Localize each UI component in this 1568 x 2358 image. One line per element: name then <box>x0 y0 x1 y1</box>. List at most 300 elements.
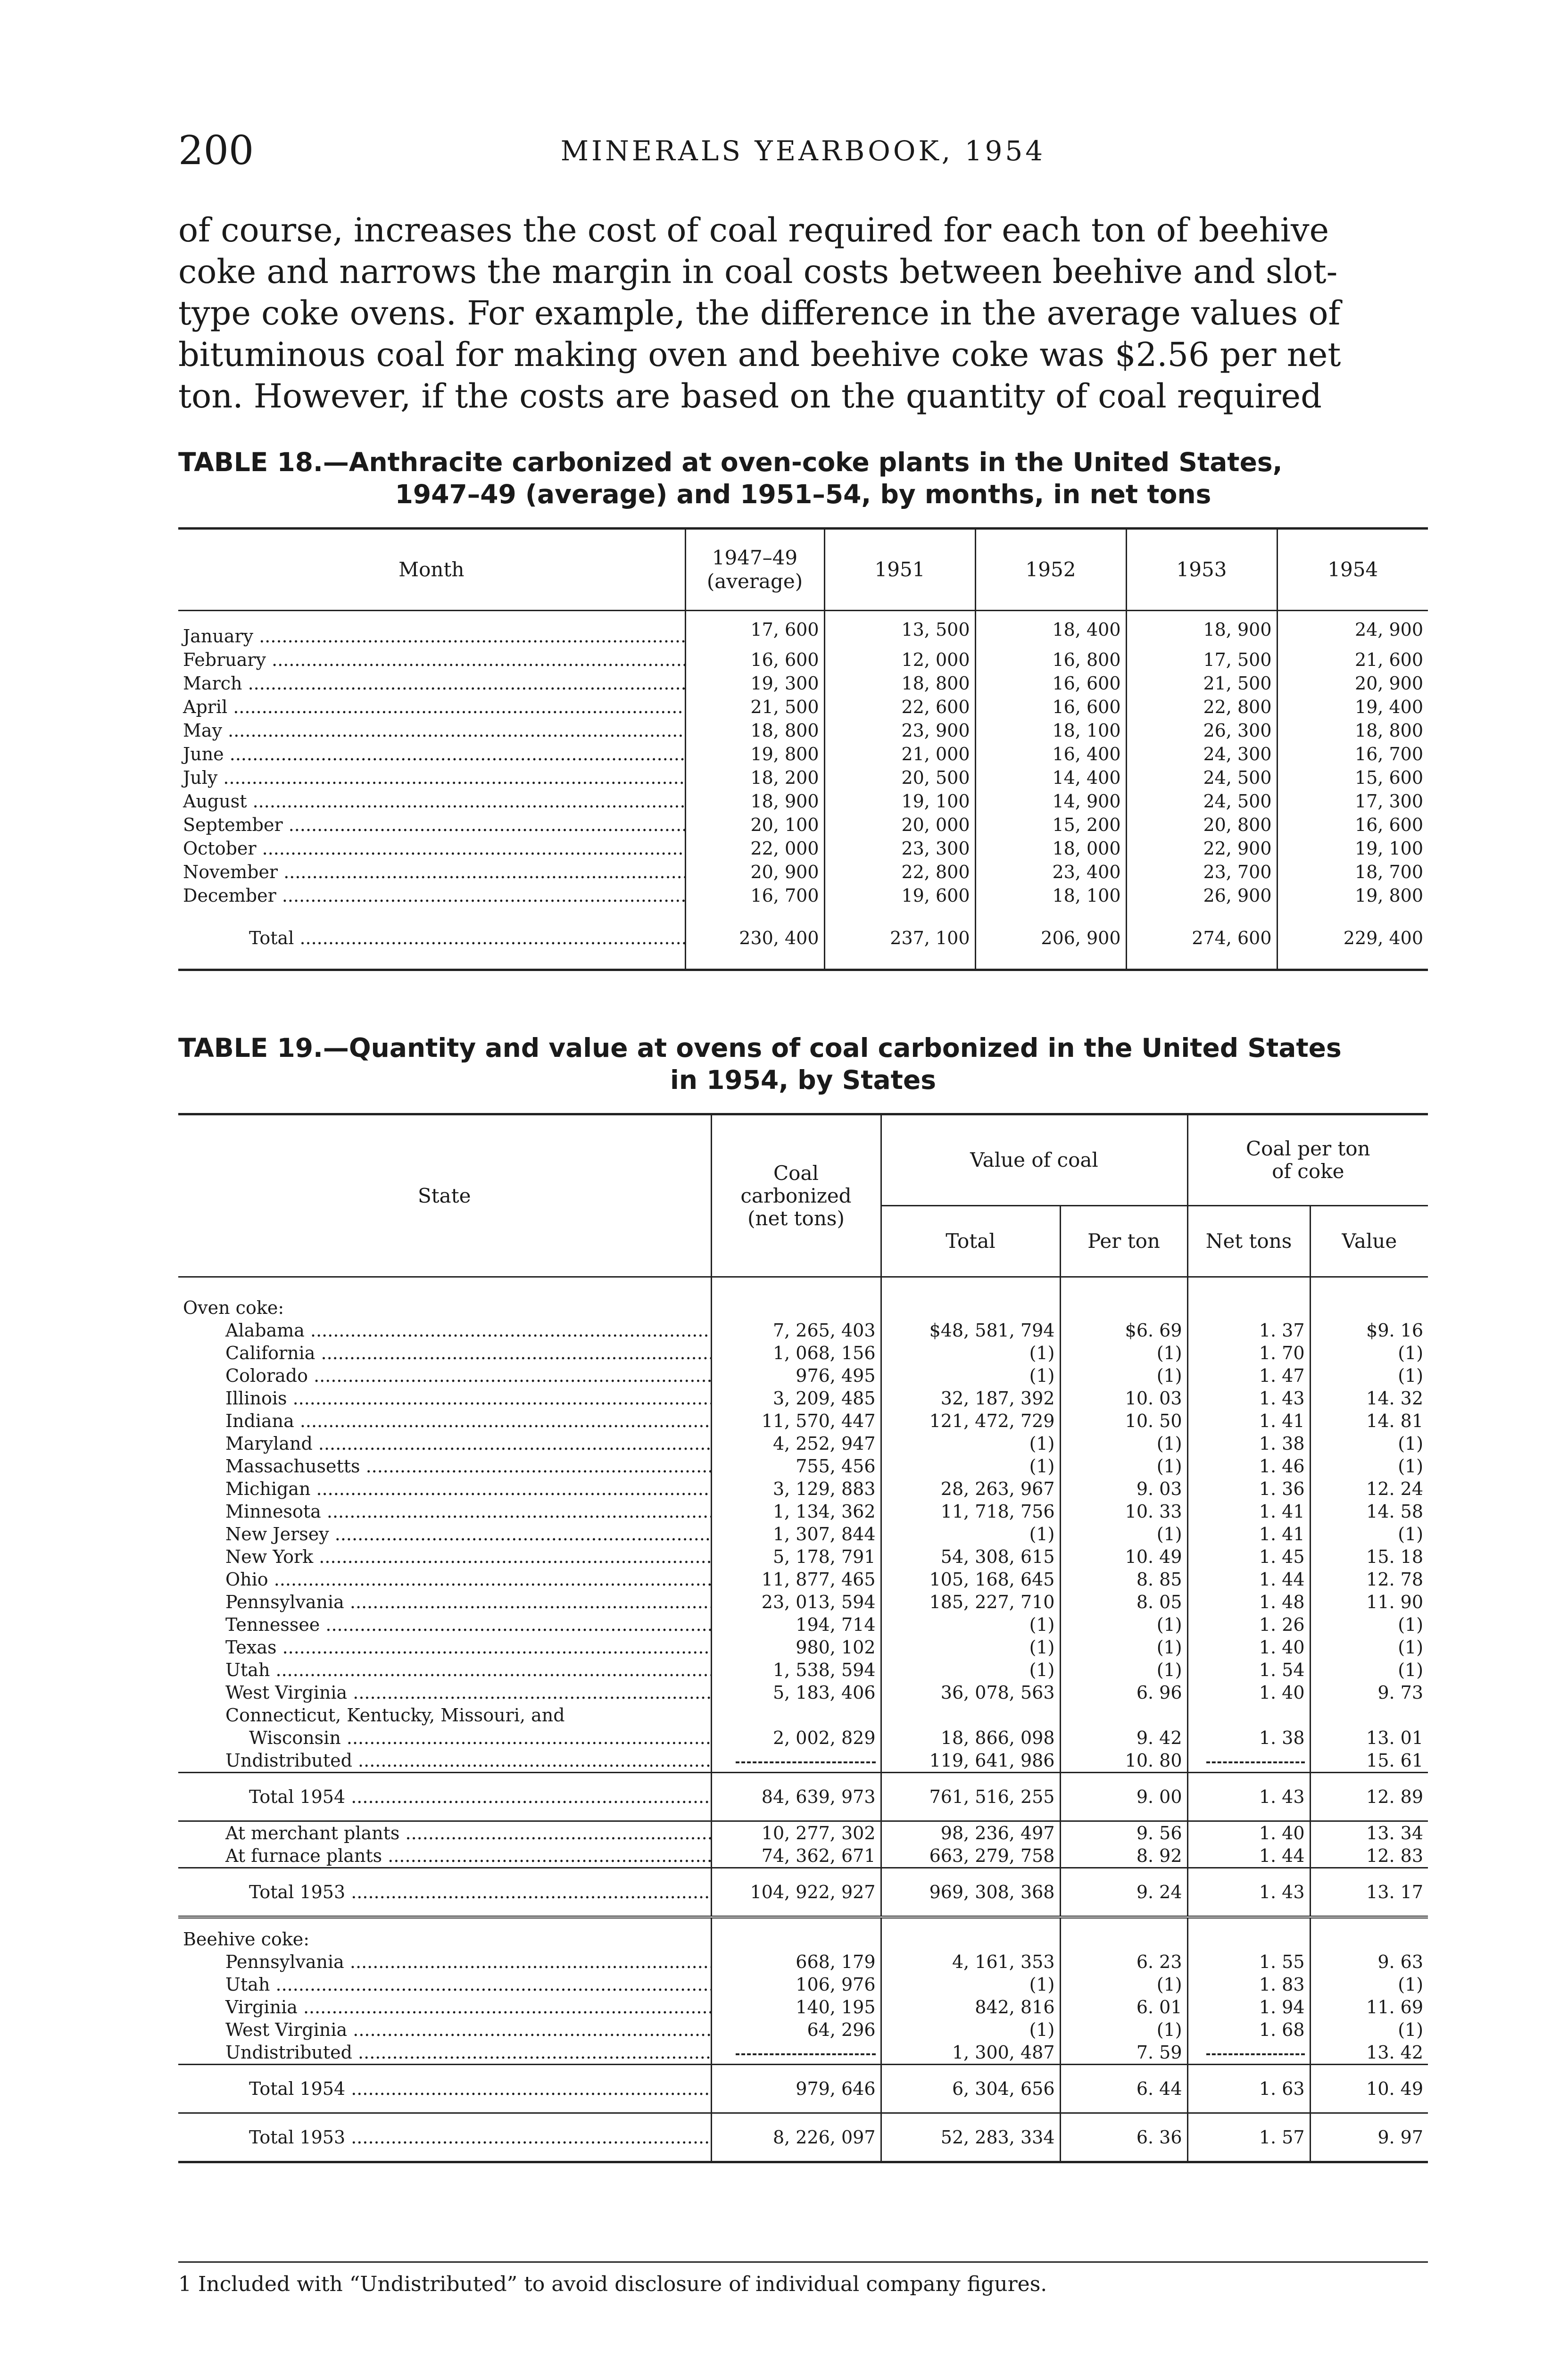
net-tons-cell: 1. 36 <box>1187 1478 1310 1500</box>
total-cell: 237, 100 <box>824 907 975 970</box>
table-row <box>178 860 1428 884</box>
state-cell: Michigan ..... <box>178 1478 711 1500</box>
oven-coke-label-text: Oven coke: <box>183 1297 284 1318</box>
per-ton-cell: 9. 00 <box>1060 1773 1187 1821</box>
table-row <box>178 742 1428 766</box>
month-cell: January ..... <box>178 611 685 648</box>
net-tons-cell: 1. 55 <box>1187 1951 1310 1973</box>
table-row <box>178 2018 1428 2041</box>
table-row <box>178 1996 1428 2018</box>
table-row <box>178 1591 1428 1613</box>
col-1947-49-top: 1947–49 <box>712 546 798 569</box>
col-coal-carbonized-l3: (net tons) <box>747 1206 845 1230</box>
value-cell: (1) <box>1310 1364 1428 1387</box>
value-cell: 11. 69 <box>1310 1996 1428 2018</box>
total-value-cell: (1) <box>881 1659 1060 1681</box>
value-cell: 21, 000 <box>824 742 975 766</box>
furnace-row <box>178 1844 1428 1868</box>
beehive-total-1954-row <box>178 2065 1428 2113</box>
col-1954: 1954 <box>1277 529 1428 611</box>
col-month: Month <box>178 529 685 611</box>
month-cell: November ..... <box>178 860 685 884</box>
total-value-cell: 4, 161, 353 <box>881 1951 1060 1973</box>
value-cell: 19, 400 <box>1277 695 1428 719</box>
net-tons-cell: 1. 43 <box>1187 1773 1310 1821</box>
intro-line: type coke ovens. For example, the difference in the average values of <box>178 294 1341 332</box>
month-cell: August ..... <box>178 789 685 813</box>
table18-header-row <box>178 529 1428 611</box>
total-value-cell: 663, 279, 758 <box>881 1844 1060 1868</box>
value-cell: 9. 63 <box>1310 1951 1428 1973</box>
net-tons-cell <box>1187 2041 1310 2065</box>
per-ton-cell: 8. 92 <box>1060 1844 1187 1868</box>
per-ton-cell: 9. 42 <box>1060 1727 1187 1749</box>
value-cell: 18, 800 <box>685 719 824 742</box>
value-cell: 16, 700 <box>685 884 824 907</box>
value-cell: 21, 600 <box>1277 648 1428 672</box>
net-tons-cell: 1. 57 <box>1187 2113 1310 2162</box>
state-cell: Total 1953 ..... <box>178 2113 711 2162</box>
value-cell: 14. 32 <box>1310 1387 1428 1410</box>
table-row <box>178 672 1428 695</box>
value-cell: 18, 700 <box>1277 860 1428 884</box>
value-cell: 12. 24 <box>1310 1478 1428 1500</box>
value-cell: 14, 400 <box>975 766 1126 789</box>
net-tons-cell: 1. 70 <box>1187 1342 1310 1364</box>
table-row <box>178 1364 1428 1387</box>
table19-body <box>178 1277 1428 2162</box>
value-cell: (1) <box>1310 1636 1428 1659</box>
total-value-cell: 18, 866, 098 <box>881 1727 1060 1749</box>
net-tons-cell: 1. 44 <box>1187 1568 1310 1591</box>
per-ton-cell: (1) <box>1060 1636 1187 1659</box>
value-cell: 22, 900 <box>1126 837 1277 860</box>
carbonized-cell: 11, 570, 447 <box>711 1410 881 1432</box>
value-cell: 20, 500 <box>824 766 975 789</box>
total-value-cell: 54, 308, 615 <box>881 1545 1060 1568</box>
total-value-cell: 6, 304, 656 <box>881 2065 1060 2113</box>
table-row <box>178 1319 1428 1342</box>
net-tons-cell: 1. 83 <box>1187 1973 1310 1996</box>
table-row <box>178 766 1428 789</box>
per-ton-cell: $6. 69 <box>1060 1319 1187 1342</box>
beehive-total-1953-row <box>178 2113 1428 2162</box>
carbonized-cell: 1, 307, 844 <box>711 1523 881 1545</box>
value-cell: 22, 000 <box>685 837 824 860</box>
beehive-label: Beehive coke: <box>178 1917 711 1951</box>
per-ton-cell: 7. 59 <box>1060 2041 1187 2065</box>
per-ton-cell: (1) <box>1060 2018 1187 2041</box>
table18-caption-line1: TABLE 18.—Anthracite carbonized at oven-coke plants in the United States, <box>178 447 1283 477</box>
net-tons-cell: 1. 38 <box>1187 1727 1310 1749</box>
value-cell: 9. 73 <box>1310 1681 1428 1704</box>
value-cell: 26, 300 <box>1126 719 1277 742</box>
per-ton-cell: 10. 03 <box>1060 1387 1187 1410</box>
value-cell: 17, 600 <box>685 611 824 648</box>
value-cell: 12. 78 <box>1310 1568 1428 1591</box>
table-row <box>178 648 1428 672</box>
net-tons-cell: 1. 26 <box>1187 1613 1310 1636</box>
value-cell: 15, 600 <box>1277 766 1428 789</box>
per-ton-cell: (1) <box>1060 1613 1187 1636</box>
carbonized-cell: 23, 013, 594 <box>711 1591 881 1613</box>
month-cell: March ..... <box>178 672 685 695</box>
total-value-cell: (1) <box>881 1342 1060 1364</box>
value-cell: 17, 500 <box>1126 648 1277 672</box>
per-ton-cell: 10. 49 <box>1060 1545 1187 1568</box>
value-cell: 19, 300 <box>685 672 824 695</box>
value-cell: 26, 900 <box>1126 884 1277 907</box>
value-cell: 16, 400 <box>975 742 1126 766</box>
state-cell: Virginia ..... <box>178 1996 711 2018</box>
value-cell: $9. 16 <box>1310 1319 1428 1342</box>
net-tons-cell: 1. 40 <box>1187 1636 1310 1659</box>
month-cell: October ..... <box>178 837 685 860</box>
value-cell: 18, 400 <box>975 611 1126 648</box>
carbonized-cell: 2, 002, 829 <box>711 1727 881 1749</box>
carbonized-cell: 1, 134, 362 <box>711 1500 881 1523</box>
table18-caption-line2: 1947–49 (average) and 1951–54, by months, in net tons <box>395 479 1211 509</box>
oven-total-1954-row <box>178 1773 1428 1821</box>
net-tons-cell: 1. 40 <box>1187 1821 1310 1845</box>
ckmw-label-row <box>178 1704 1428 1727</box>
table-row <box>178 1681 1428 1704</box>
table18-body <box>178 611 1428 970</box>
value-cell: (1) <box>1310 1659 1428 1681</box>
value-cell: 16, 600 <box>975 672 1126 695</box>
net-tons-cell: 1. 41 <box>1187 1523 1310 1545</box>
total-value-cell: (1) <box>881 1364 1060 1387</box>
value-cell: 20, 900 <box>685 860 824 884</box>
state-cell: Utah ..... <box>178 1659 711 1681</box>
intro-line: coke and narrows the margin in coal costs between beehive and slot- <box>178 252 1338 291</box>
net-tons-cell: 1. 38 <box>1187 1432 1310 1455</box>
oven-coke-label <box>178 1277 1428 1320</box>
total-value-cell: (1) <box>881 1432 1060 1455</box>
table-row <box>178 1636 1428 1659</box>
state-cell: Undistributed ..... <box>178 2041 711 2065</box>
table-row <box>178 1568 1428 1591</box>
month-cell: September ..... <box>178 813 685 837</box>
value-cell: 18, 100 <box>975 884 1126 907</box>
dash-placeholder <box>736 1761 876 1763</box>
total-value-cell: (1) <box>881 1613 1060 1636</box>
value-cell: 22, 600 <box>824 695 975 719</box>
per-ton-cell: 10. 50 <box>1060 1410 1187 1432</box>
value-cell: 12, 000 <box>824 648 975 672</box>
col-coal-carbonized-l1: Coal <box>773 1161 819 1185</box>
per-ton-cell: 9. 56 <box>1060 1821 1187 1845</box>
per-ton-cell: 10. 80 <box>1060 1749 1187 1773</box>
table-row <box>178 719 1428 742</box>
carbonized-cell: 140, 195 <box>711 1996 881 2018</box>
value-cell: 13. 17 <box>1310 1868 1428 1918</box>
value-cell: 18, 100 <box>975 719 1126 742</box>
footnote-text: 1 Included with “Undistributed” to avoid disclosure of individual company figures. <box>178 2272 1047 2296</box>
carbonized-cell: 11, 877, 465 <box>711 1568 881 1591</box>
table-row <box>178 884 1428 907</box>
running-header <box>178 127 1428 179</box>
total-value-cell: 32, 187, 392 <box>881 1387 1060 1410</box>
per-ton-cell: 8. 85 <box>1060 1568 1187 1591</box>
net-tons-cell <box>1187 1749 1310 1773</box>
net-tons-cell: 1. 94 <box>1187 1996 1310 2018</box>
total-value-cell: 185, 227, 710 <box>881 1591 1060 1613</box>
state-cell: Wisconsin ..... <box>178 1727 711 1749</box>
state-cell: New York ..... <box>178 1545 711 1568</box>
dash-placeholder <box>1206 2053 1305 2055</box>
value-cell: 15. 18 <box>1310 1545 1428 1568</box>
carbonized-cell: 755, 456 <box>711 1455 881 1478</box>
total-value-cell: 11, 718, 756 <box>881 1500 1060 1523</box>
state-cell: New Jersey ..... <box>178 1523 711 1545</box>
per-ton-cell: (1) <box>1060 1973 1187 1996</box>
value-cell: 16, 800 <box>975 648 1126 672</box>
value-cell: 24, 300 <box>1126 742 1277 766</box>
state-cell: Illinois ..... <box>178 1387 711 1410</box>
table-row <box>178 1659 1428 1681</box>
per-ton-cell: 6. 23 <box>1060 1951 1187 1973</box>
table-row <box>178 1545 1428 1568</box>
carbonized-cell: 64, 296 <box>711 2018 881 2041</box>
table-row <box>178 1342 1428 1364</box>
carbonized-cell: 3, 209, 485 <box>711 1387 881 1410</box>
state-cell: Pennsylvania ..... <box>178 1591 711 1613</box>
carbonized-cell: 8, 226, 097 <box>711 2113 881 2162</box>
value-cell: 21, 500 <box>685 695 824 719</box>
state-cell: West Virginia ..... <box>178 1681 711 1704</box>
per-ton-cell: (1) <box>1060 1523 1187 1545</box>
total-value-cell: 842, 816 <box>881 1996 1060 2018</box>
ckmw-row <box>178 1727 1428 1749</box>
carbonized-cell: 1, 538, 594 <box>711 1659 881 1681</box>
month-cell: December ..... <box>178 884 685 907</box>
value-cell: 12. 89 <box>1310 1773 1428 1821</box>
value-cell: 18, 900 <box>1126 611 1277 648</box>
value-cell: (1) <box>1310 1613 1428 1636</box>
total-value-cell: (1) <box>881 1455 1060 1478</box>
col-value: Value <box>1310 1206 1428 1277</box>
value-cell: 16, 600 <box>685 648 824 672</box>
table18 <box>178 527 1428 971</box>
state-cell: Tennessee ..... <box>178 1613 711 1636</box>
value-cell: 19, 800 <box>1277 884 1428 907</box>
intro-line: bituminous coal for making oven and beehive coke was $2.56 per net <box>178 335 1341 374</box>
value-cell: (1) <box>1310 2018 1428 2041</box>
net-tons-cell: 1. 44 <box>1187 1844 1310 1868</box>
net-tons-cell: 1. 41 <box>1187 1410 1310 1432</box>
per-ton-cell: (1) <box>1060 1659 1187 1681</box>
value-cell: 19, 800 <box>685 742 824 766</box>
total-value-cell: 1, 300, 487 <box>881 2041 1060 2065</box>
value-cell: 23, 900 <box>824 719 975 742</box>
table-row <box>178 1387 1428 1410</box>
per-ton-cell: 10. 33 <box>1060 1500 1187 1523</box>
value-cell: 13, 500 <box>824 611 975 648</box>
value-cell: 19, 600 <box>824 884 975 907</box>
value-cell: 22, 800 <box>1126 695 1277 719</box>
carbonized-cell: 194, 714 <box>711 1613 881 1636</box>
net-tons-cell: 1. 68 <box>1187 2018 1310 2041</box>
col-coal-carbonized-l2: carbonized <box>740 1184 852 1207</box>
total-value-cell: 761, 516, 255 <box>881 1773 1060 1821</box>
value-cell: 22, 800 <box>824 860 975 884</box>
intro-line: ton. However, if the costs are based on the quantity of coal required <box>178 377 1322 415</box>
value-cell: 18, 200 <box>685 766 824 789</box>
month-cell: June ..... <box>178 742 685 766</box>
value-cell: 19, 100 <box>824 789 975 813</box>
value-cell: 16, 600 <box>975 695 1126 719</box>
table-row <box>178 1951 1428 1973</box>
ckmw-label: Connecticut, Kentucky, Missouri, and <box>225 1705 565 1726</box>
carbonized-cell: 5, 178, 791 <box>711 1545 881 1568</box>
per-ton-cell: 6. 44 <box>1060 2065 1187 2113</box>
total-value-cell: (1) <box>881 1636 1060 1659</box>
carbonized-cell: 3, 129, 883 <box>711 1478 881 1500</box>
carbonized-cell: 104, 922, 927 <box>711 1868 881 1918</box>
state-cell: Undistributed ..... <box>178 1749 711 1773</box>
col-total: Total <box>881 1206 1060 1277</box>
value-cell: (1) <box>1310 1973 1428 1996</box>
net-tons-cell: 1. 48 <box>1187 1591 1310 1613</box>
col-1952: 1952 <box>975 529 1126 611</box>
col-per-ton: Per ton <box>1060 1206 1187 1277</box>
beehive-label-row <box>178 1917 1428 1951</box>
state-cell: At furnace plants ..... <box>178 1844 711 1868</box>
value-cell: 19, 100 <box>1277 837 1428 860</box>
total-value-cell: 36, 078, 563 <box>881 1681 1060 1704</box>
state-cell: Colorado ..... <box>178 1364 711 1387</box>
table-row <box>178 611 1428 648</box>
table19-header-row1 <box>178 1114 1428 1206</box>
value-cell: 18, 800 <box>824 672 975 695</box>
state-cell: West Virginia ..... <box>178 2018 711 2041</box>
total-value-cell: 28, 263, 967 <box>881 1478 1060 1500</box>
col-coal-per-ton-l2: of coke <box>1272 1160 1344 1183</box>
col-value-of-coal: Value of coal <box>881 1114 1187 1206</box>
total-value-cell: 105, 168, 645 <box>881 1568 1060 1591</box>
value-cell: 24, 500 <box>1126 789 1277 813</box>
col-coal-per-ton-l1: Coal per ton <box>1245 1137 1370 1160</box>
table-row <box>178 695 1428 719</box>
carbonized-cell: 106, 976 <box>711 1973 881 1996</box>
table-row <box>178 1455 1428 1478</box>
table-row <box>178 1478 1428 1500</box>
carbonized-cell: 74, 362, 671 <box>711 1844 881 1868</box>
state-cell: Ohio ..... <box>178 1568 711 1591</box>
value-cell: 14. 58 <box>1310 1500 1428 1523</box>
total-value-cell: (1) <box>881 1973 1060 1996</box>
value-cell: 13. 42 <box>1310 2041 1428 2065</box>
net-tons-cell: 1. 47 <box>1187 1364 1310 1387</box>
total-value-cell: (1) <box>881 1523 1060 1545</box>
state-cell: Total 1954 ..... <box>178 1773 711 1821</box>
carbonized-cell <box>711 1749 881 1773</box>
carbonized-cell: 979, 646 <box>711 2065 881 2113</box>
value-cell: 13. 34 <box>1310 1821 1428 1845</box>
net-tons-cell: 1. 46 <box>1187 1455 1310 1478</box>
table-row <box>178 813 1428 837</box>
total-cell: 230, 400 <box>685 907 824 970</box>
dash-placeholder <box>736 2053 876 2055</box>
value-cell: 21, 500 <box>1126 672 1277 695</box>
carbonized-cell: 4, 252, 947 <box>711 1432 881 1455</box>
page-number: 200 <box>178 127 254 174</box>
state-cell: Utah ..... <box>178 1973 711 1996</box>
col-state: State <box>178 1114 711 1277</box>
table-row <box>178 1500 1428 1523</box>
col-coal-per-ton <box>1187 1114 1428 1206</box>
carbonized-cell: 980, 102 <box>711 1636 881 1659</box>
value-cell: 18, 000 <box>975 837 1126 860</box>
total-value-cell: (1) <box>881 2018 1060 2041</box>
carbonized-cell: 976, 495 <box>711 1364 881 1387</box>
value-cell: 15, 200 <box>975 813 1126 837</box>
oven-undistributed-row <box>178 1749 1428 1773</box>
value-cell: 16, 700 <box>1277 742 1428 766</box>
value-cell: 20, 100 <box>685 813 824 837</box>
net-tons-cell: 1. 54 <box>1187 1659 1310 1681</box>
table-row <box>178 1432 1428 1455</box>
value-cell: (1) <box>1310 1455 1428 1478</box>
carbonized-cell: 1, 068, 156 <box>711 1342 881 1364</box>
table-row <box>178 789 1428 813</box>
table-row <box>178 1523 1428 1545</box>
per-ton-cell: (1) <box>1060 1455 1187 1478</box>
total-value-cell: $48, 581, 794 <box>881 1319 1060 1342</box>
value-cell: 24, 900 <box>1277 611 1428 648</box>
carbonized-cell: 84, 639, 973 <box>711 1773 881 1821</box>
carbonized-cell: 5, 183, 406 <box>711 1681 881 1704</box>
value-cell: 23, 300 <box>824 837 975 860</box>
per-ton-cell: (1) <box>1060 1432 1187 1455</box>
total-value-cell: 52, 283, 334 <box>881 2113 1060 2162</box>
intro-line: of course, increases the cost of coal required for each ton of beehive <box>178 211 1329 249</box>
carbonized-cell: 668, 179 <box>711 1951 881 1973</box>
value-cell: 18, 900 <box>685 789 824 813</box>
table-row <box>178 1973 1428 1996</box>
table19-caption <box>178 1032 1428 1096</box>
per-ton-cell: 6. 01 <box>1060 1996 1187 2018</box>
net-tons-cell: 1. 43 <box>1187 1868 1310 1918</box>
per-ton-cell: 6. 36 <box>1060 2113 1187 2162</box>
per-ton-cell: 6. 96 <box>1060 1681 1187 1704</box>
value-cell: 18, 800 <box>1277 719 1428 742</box>
col-1947-49-bottom: (average) <box>706 570 803 593</box>
total-cell: 206, 900 <box>975 907 1126 970</box>
state-cell: Indiana ..... <box>178 1410 711 1432</box>
table19 <box>178 1113 1428 2163</box>
state-cell: Total 1954 ..... <box>178 2065 711 2113</box>
oven-total-1953-row <box>178 1868 1428 1918</box>
value-cell: 17, 300 <box>1277 789 1428 813</box>
col-net-tons: Net tons <box>1187 1206 1310 1277</box>
value-cell: 12. 83 <box>1310 1844 1428 1868</box>
value-cell: 16, 600 <box>1277 813 1428 837</box>
dash-placeholder <box>1206 1761 1305 1763</box>
month-cell: May ..... <box>178 719 685 742</box>
state-cell: Texas ..... <box>178 1636 711 1659</box>
table-row <box>178 1613 1428 1636</box>
table18-caption <box>178 446 1428 510</box>
total-label: Total ..... <box>178 907 685 970</box>
value-cell: (1) <box>1310 1432 1428 1455</box>
carbonized-cell: 7, 265, 403 <box>711 1319 881 1342</box>
footnote <box>178 2261 1428 2296</box>
total-cell: 229, 400 <box>1277 907 1428 970</box>
value-cell: 20, 800 <box>1126 813 1277 837</box>
value-cell: 24, 500 <box>1126 766 1277 789</box>
